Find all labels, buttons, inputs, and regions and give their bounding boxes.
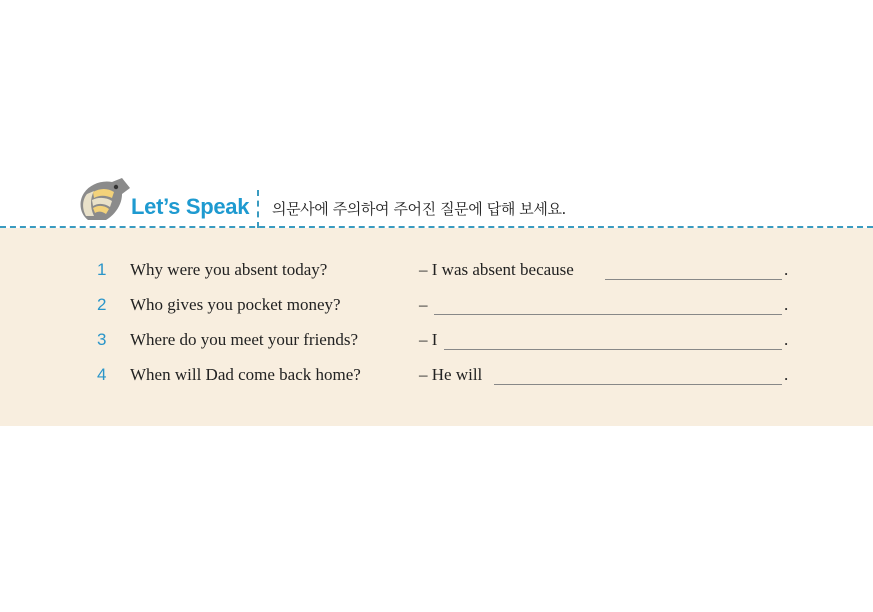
answer-prefix: – He will bbox=[419, 365, 483, 384]
exercise-row bbox=[0, 260, 873, 284]
section-header bbox=[0, 176, 873, 228]
question-text: When will Dad come back home? bbox=[130, 365, 361, 384]
sentence-period: . bbox=[784, 295, 789, 314]
section-title: Let’s Speak bbox=[131, 194, 250, 219]
exercise-panel bbox=[0, 228, 873, 426]
answer-blank[interactable] bbox=[444, 349, 782, 350]
answer-prefix: – I bbox=[419, 330, 438, 349]
sentence-period: . bbox=[784, 365, 789, 384]
question-text: Who gives you pocket money? bbox=[130, 295, 341, 314]
exercise-row bbox=[0, 330, 873, 354]
speaking-bird-icon bbox=[78, 176, 130, 226]
answer-blank[interactable] bbox=[494, 384, 782, 385]
question-text: Where do you meet your friends? bbox=[130, 330, 358, 349]
item-number: 1 bbox=[97, 260, 107, 279]
question-text: Why were you absent today? bbox=[130, 260, 328, 279]
instruction-text: 의문사에 주의하여 주어진 질문에 답해 보세요. bbox=[272, 200, 566, 218]
header-divider bbox=[257, 190, 259, 228]
exercise-row bbox=[0, 365, 873, 389]
item-number: 4 bbox=[97, 365, 107, 384]
exercise-row bbox=[0, 295, 873, 319]
answer-blank[interactable] bbox=[434, 314, 782, 315]
answer-prefix: – bbox=[419, 295, 428, 314]
sentence-period: . bbox=[784, 260, 789, 279]
item-number: 3 bbox=[97, 330, 107, 349]
answer-prefix: – I was absent because bbox=[419, 260, 574, 279]
answer-blank[interactable] bbox=[605, 279, 782, 280]
item-number: 2 bbox=[97, 295, 107, 314]
sentence-period: . bbox=[784, 330, 789, 349]
